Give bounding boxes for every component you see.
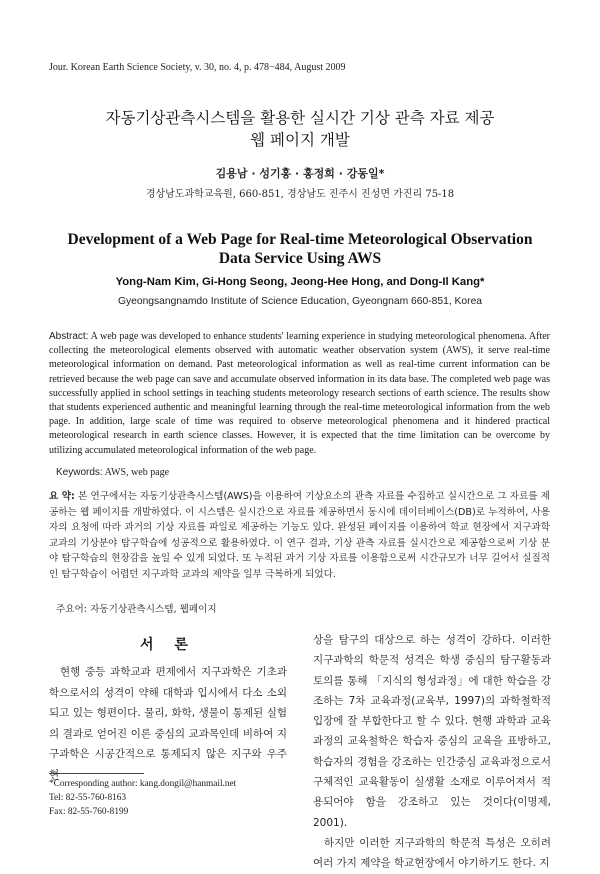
korean-abstract-label: 요 약: [49,491,75,502]
english-affiliation: Gyeongsangnamdo Institute of Science Education, Gyeongnam 660-851, Korea [117,296,483,307]
keywords-text: AWS, web page [102,467,170,478]
korean-title-line2: 웹 페이지 개발 [250,131,350,149]
author-fax: Fax: 82-55-760-8199 [49,807,129,817]
author-tel: Tel: 82-55-760-8163 [49,793,127,803]
corresponding-author: *Corresponding author: kang.dongil@hanmail.net [49,779,237,789]
korean-authors: 김용남 · 성기홍 · 홍정희 · 강동일* [215,167,385,180]
korean-keywords [56,601,217,615]
intro-paragraph-2: 하지만 이러한 지구과학의 학문적 특성은 오히려 여러 가지 제약을 학교현장에서 야기하기도 한다. 지 [313,836,551,870]
abstract-text: A web page was developed to enhance students' learning experience in studying meteorological phenomena. After collecting the meteorological elements observed with automatic weather observation system (AWS), it serve real-time meteorological information on demand. Past meteorological information as well as real-time current information can be retrieved because the web page can save and accumulate observed information in its data base. The completed web page was successfully applied in school settings in teaching students meteorology research sections of earth science. The results show that students experienced authentic and meaningful learning through the real-time meteorological information from the web page. In addition, large scale of time was required to observe meteorological phenomena and it hindered practical meteorological research in earth science classes. However, it is expected that the time limitation can be overcome by utilizing accumulated meteorological information of the web page. [49,331,550,456]
korean-keywords-text: 자동기상관측시스템, 웹페이지 [87,604,217,615]
journal-citation: Jour. Korean Earth Science Society, v. 30, no. 4, p. 478−484, August 2009 [49,62,346,73]
body-column-left [49,662,287,785]
english-authors: Yong-Nam Kim, Gi-Hong Seong, Jeong-Hee Hong, and Dong-Il Kang* [115,276,485,288]
korean-keywords-label: 주요어: [56,604,88,615]
abstract-label: Abstract: [49,331,89,342]
intro-paragraph-1: 현행 중등 과학교과 편제에서 지구과학은 기초과학으로서의 성격이 약해 대학과 입시에서 다소 소외되고 있는 형편이다. 물리, 화학, 생물이 통제된 실험의 결과로 얻어진 이론 중심의 교과목인데 비하여 지구과학은 시공간적으로 통제되지 않은 지구와 우주 현 [49,666,287,781]
korean-affiliation: 경상남도과학교육원, 660-851, 경상남도 진주시 진성면 가진리 75-18 [145,189,455,200]
english-abstract [49,330,550,458]
english-title-line1: Development of a Web Page for Real-time Meteorological Observation [67,231,533,248]
english-title-line2: Data Service Using AWS [218,250,382,267]
korean-abstract-text: 본 연구에서는 자동기상관측시스템(AWS)을 이용하여 기상요소의 관측 자료를 수집하고 실시간으로 그 자료를 제공하는 웹 페이지를 개발하였다. 이 시스템은 실시간으로 자료를 제공하면서 동시에 데이터베이스(DB)로 누적하여, 사용자의 요청에 따라 과거의 기상 자료를 파일로 제공하는 기능도 있다. 완성된 페이지를 이용하여 학교 현장에서 지구과학 교과의 기상분야 탐구학습에 성공적으로 활용하였다. 이 연구 결과, 기상 관측 자료를 실시간으로 제공함으로써 기상 분야 탐구학습의 현장감을 높일 수 있게 되었다. 또 누적된 과거 기상 자료를 이용함으로써 시간규모가 너무 길어서 실질적인 탐구학습이 어렵던 지구과학 교과의 제약을 일부 극복하게 되었다. [49,491,550,580]
korean-abstract [49,489,550,583]
section-heading-introduction: 서 론 [140,637,196,653]
english-title [40,230,560,268]
korean-title [40,107,560,151]
intro-paragraph-1-continued: 상을 탐구의 대상으로 하는 성격이 강하다. 이러한 지구과학의 학문적 성격은 학생 중심의 탐구활동과 토의를 통해 「지식의 형성과정」에 대한 학습을 강조하는 7차 교육과정(교육부, 1997)의 과학철학적 입장에 잘 부합한다고 할 수 있다. 현행 과학과 교육과정의 교육철학은 학습자 중심의 교육을 표방하고, 학습자의 경험을 강조하는 인간중심 교육과정으로서 구체적인 교육활동이 실생활 소재로 이루어져서 적용되어야 함을 강조하고 있는 것이다(이명제, 2001). [313,634,551,829]
body-column-right [313,630,551,874]
keywords-label: Keywords: [56,467,103,478]
english-keywords [56,467,169,478]
footnote [49,777,236,819]
korean-title-line1: 자동기상관측시스템을 활용한 실시간 기상 관측 자료 제공 [105,109,495,127]
footnote-rule [49,773,144,774]
